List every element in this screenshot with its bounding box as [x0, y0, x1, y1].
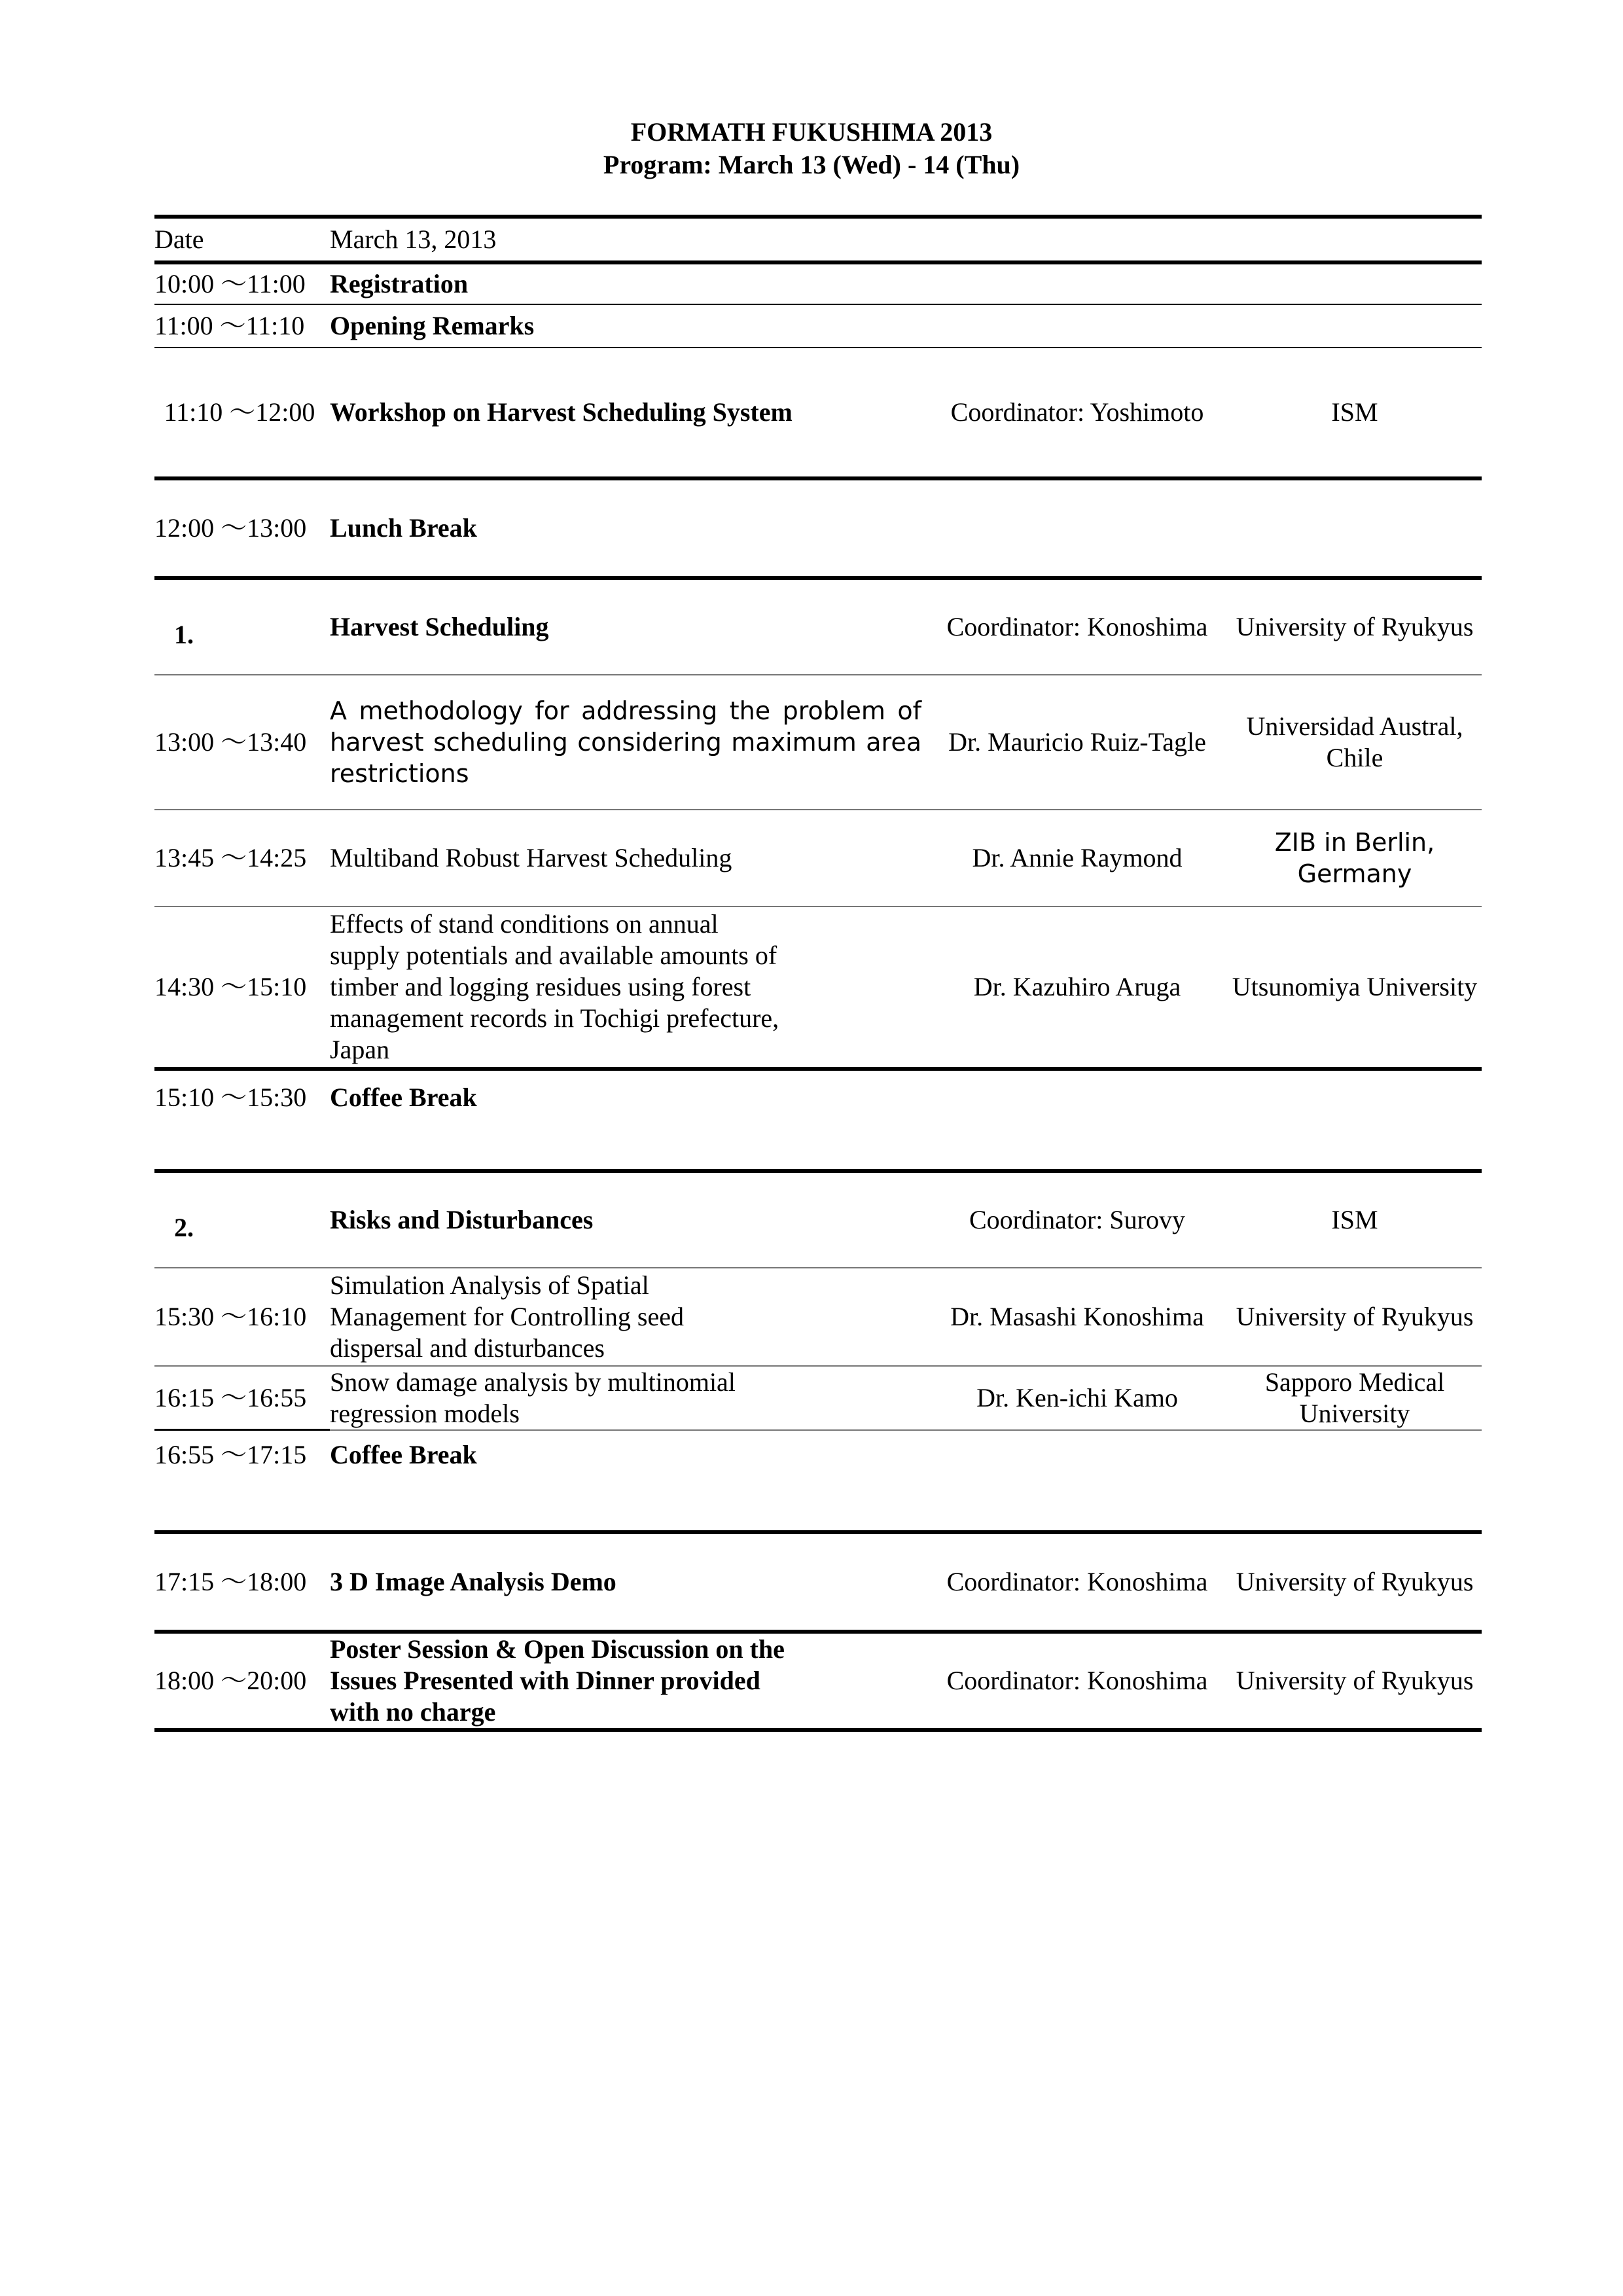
- session-title: Harvest Scheduling: [330, 612, 549, 641]
- row-time: 17:15 ～18:00: [154, 1567, 307, 1596]
- row-time: 18:00 ～20:00: [154, 1666, 307, 1695]
- row-title: A methodology for addressing the problem of harvest scheduling considering maximum area restrictions: [330, 696, 921, 788]
- document-subtitle: Program: March 13 (Wed) - 14 (Thu): [603, 150, 1020, 179]
- session-number: 2.: [174, 1213, 194, 1242]
- table-row: [154, 304, 1482, 347]
- table-row: [154, 1365, 1482, 1431]
- table-row: [154, 674, 1482, 809]
- row-speaker: Dr. Kazuhiro Aruga: [973, 972, 1181, 1001]
- table-row: [154, 906, 1482, 1067]
- row-speaker: Dr. Mauricio Ruiz-Tagle: [948, 727, 1206, 757]
- row-affiliation: ISM: [1331, 397, 1378, 427]
- row-time: 13:45 ～14:25: [154, 843, 307, 872]
- program-table: [154, 215, 1482, 1732]
- table-row: [154, 1630, 1482, 1732]
- row-affiliation: University of Ryukyus: [1236, 1666, 1474, 1695]
- row-time: 14:30 ～15:10: [154, 972, 307, 1001]
- row-time: 15:30 ～16:10: [154, 1302, 307, 1331]
- row-affiliation: Utsunomiya University: [1232, 972, 1478, 1001]
- date-value: March 13, 2013: [330, 224, 497, 254]
- row-title: Coffee Break: [330, 1440, 477, 1469]
- session-number: 1.: [174, 620, 194, 649]
- row-title: 3 D Image Analysis Demo: [330, 1567, 616, 1596]
- row-affiliation: ISM: [1331, 1205, 1378, 1234]
- row-time: 10:00 ～11:00: [154, 269, 306, 298]
- row-speaker: Dr. Masashi Konoshima: [950, 1302, 1204, 1331]
- row-speaker: Dr. Annie Raymond: [972, 843, 1183, 872]
- row-coordinator: Coordinator: Konoshima: [946, 1567, 1208, 1596]
- row-title: Lunch Break: [330, 513, 477, 543]
- row-title: Workshop on Harvest Scheduling System: [330, 397, 793, 427]
- row-time: 11:00 ～11:10: [154, 311, 305, 340]
- row-time: 16:55 ～17:15: [154, 1440, 307, 1469]
- row-affiliation: Sapporo Medical University: [1264, 1367, 1445, 1428]
- row-time: 16:15 ～16:55: [154, 1383, 307, 1412]
- row-title: Registration: [330, 269, 469, 298]
- row-title: Effects of stand conditions on annual supply potentials and available amounts of timber and logging residues using forest management records in Tochigi prefecture, Japan: [330, 909, 779, 1064]
- row-speaker: Dr. Ken-ichi Kamo: [976, 1383, 1178, 1412]
- row-time: 11:10 ～12:00: [164, 397, 315, 427]
- table-row: [154, 1530, 1482, 1630]
- session-title: Risks and Disturbances: [330, 1205, 594, 1234]
- row-time: 12:00 ～13:00: [154, 513, 307, 543]
- table-row: [154, 476, 1482, 576]
- row-title: Simulation Analysis of Spatial Management for Controlling seed dispersal and disturbances: [330, 1270, 684, 1363]
- row-affiliation: University of Ryukyus: [1236, 1567, 1474, 1596]
- row-title: Multiband Robust Harvest Scheduling: [330, 843, 732, 872]
- session-header-row: [154, 1169, 1482, 1267]
- row-title: Opening Remarks: [330, 311, 535, 340]
- table-row: [154, 1431, 1482, 1530]
- table-row: [154, 1067, 1482, 1169]
- table-row: [154, 1267, 1482, 1365]
- table-row: [154, 347, 1482, 476]
- row-time: 13:00 ～13:40: [154, 727, 307, 757]
- document-title: FORMATH FUKUSHIMA 2013: [630, 117, 993, 147]
- row-affiliation: Universidad Austral, Chile: [1246, 711, 1463, 772]
- row-coordinator: Coordinator: Konoshima: [946, 1666, 1208, 1695]
- row-coordinator: Coordinator: Yoshimoto: [950, 397, 1204, 427]
- row-time: 15:10 ～15:30: [154, 1083, 307, 1112]
- row-title: Poster Session & Open Discussion on the Issues Presented with Dinner provided with no charge: [330, 1634, 785, 1727]
- date-label: Date: [154, 224, 204, 254]
- date-row: [154, 215, 1482, 260]
- row-coordinator: Coordinator: Konoshima: [946, 612, 1208, 641]
- row-title: Snow damage analysis by multinomial regression models: [330, 1367, 736, 1428]
- row-coordinator: Coordinator: Surovy: [969, 1205, 1185, 1234]
- row-affiliation: ZIB in Berlin, Germany: [1274, 828, 1435, 888]
- session-header-row: [154, 576, 1482, 674]
- row-affiliation: University of Ryukyus: [1236, 612, 1474, 641]
- row-affiliation: University of Ryukyus: [1236, 1302, 1474, 1331]
- row-title: Coffee Break: [330, 1083, 477, 1112]
- table-row: [154, 260, 1482, 304]
- table-row: [154, 809, 1482, 906]
